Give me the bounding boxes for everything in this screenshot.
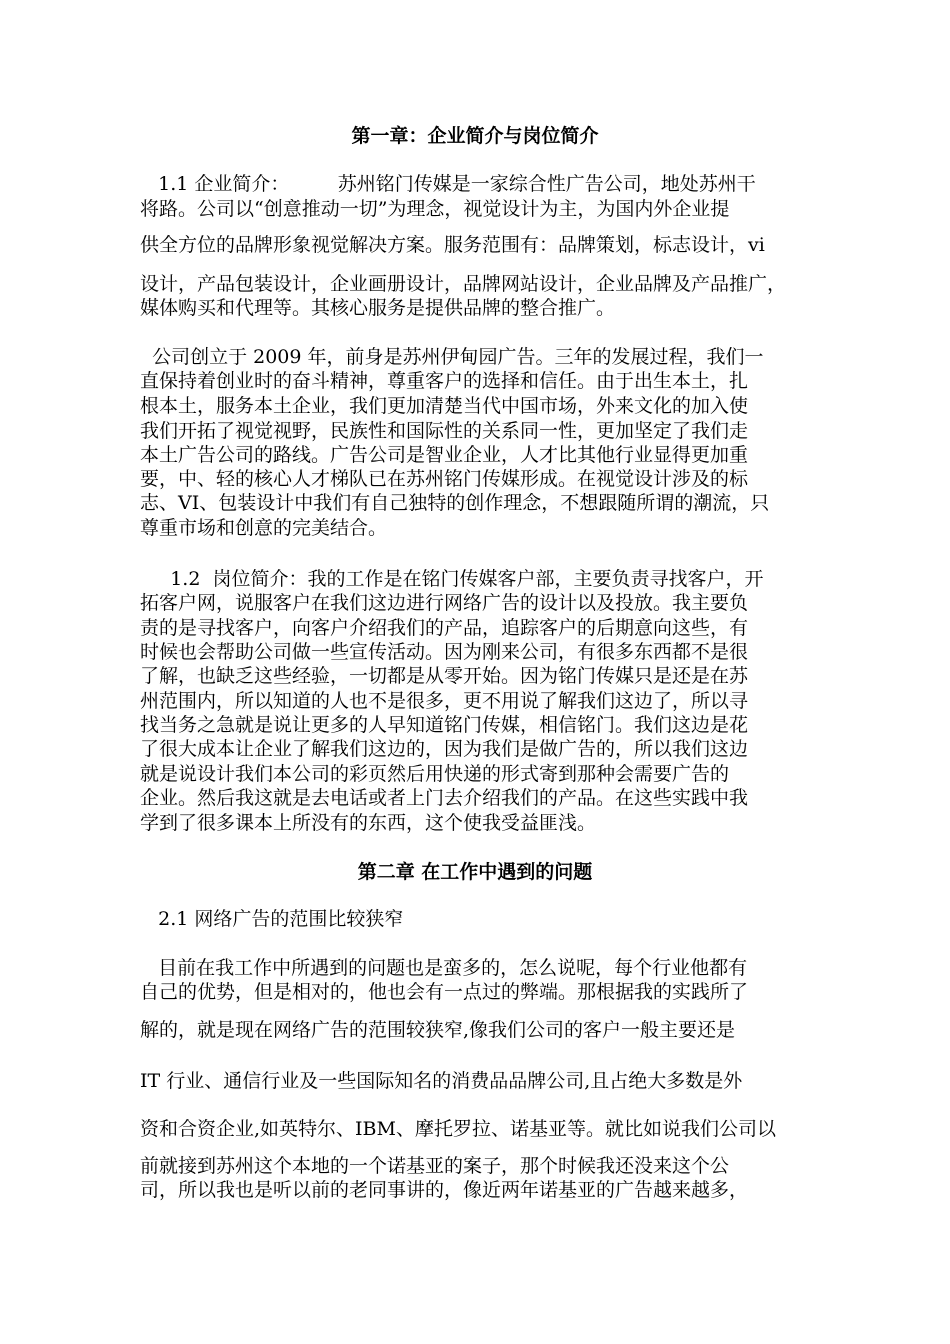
paragraph-line: 尊重市场和创意的完美结合。 (140, 517, 388, 539)
paragraph-line: 拓客户网，说服客户在我们这边进行网络广告的设计以及投放。我主要负 (140, 592, 749, 614)
paragraph-line: 直保持着创业时的奋斗精神，尊重客户的选择和信任。由于出生本土，扎 (140, 370, 749, 392)
paragraph-line: 时候也会帮助公司做一些宣传活动。因为刚来公司，有很多东西都不是很 (140, 641, 749, 663)
paragraph-line: 设计，产品包装设计，企业画册设计，品牌网站设计，企业品牌及产品推广， (140, 273, 787, 295)
paragraph-line: 根本土，服务本土企业，我们更加清楚当代中国市场，外来文化的加入使 (140, 395, 749, 417)
paragraph-line: 供全方位的品牌形象视觉解决方案。服务范围有：品牌策划，标志设计，vi (140, 234, 765, 256)
paragraph-line: 我们开拓了视觉视野，民族性和国际性的关系同一性，更加坚定了我们走 (140, 420, 749, 442)
paragraph-line: 1.2 岗位简介：我的工作是在铭门传媒客户部，主要负责寻找客户，开 (140, 568, 764, 590)
chapter-2-heading: 第二章 在工作中遇到的问题 (357, 861, 593, 883)
paragraph-line: 本土广告公司的路线。广告公司是智业企业，人才比其他行业显得更加重 (140, 444, 749, 466)
section-2-1-title: 2.1 网络广告的范围比较狭窄 (140, 908, 404, 930)
paragraph-line: 公司创立于 2009 年，前身是苏州伊甸园广告。三年的发展过程，我们一 (140, 346, 764, 368)
paragraph-line: 学到了很多课本上所没有的东西，这个使我受益匪浅。 (140, 812, 597, 834)
paragraph-line: 将路。公司以“创意推动一切”为理念，视觉设计为主，为国内外企业提 (140, 198, 730, 220)
paragraph-line: 企业。然后我这就是去电话或者上门去介绍我们的产品。在这些实践中我 (140, 787, 749, 809)
paragraph-line: 前就接到苏州这个本地的一个诺基亚的案子，那个时候我还没来这个公 (140, 1155, 730, 1177)
paragraph-line: 司，所以我也是听以前的老同事讲的，像近两年诺基亚的广告越来越多， (140, 1179, 749, 1201)
paragraph-line: 就是说设计我们本公司的彩页然后用快递的形式寄到那种会需要广告的 (140, 763, 730, 785)
paragraph-line: 媒体购买和代理等。其核心服务是提供品牌的整合推广。 (140, 297, 616, 319)
paragraph-line: 目前在我工作中所遇到的问题也是蛮多的，怎么说呢，每个行业他都有 (140, 957, 748, 979)
paragraph-line: 了很大成本让企业了解我们这边的，因为我们是做广告的，所以我们这边 (140, 738, 749, 760)
paragraph-line: 志、VI、包装设计中我们有自己独特的创作理念，不想跟随所谓的潮流，只 (140, 492, 770, 514)
paragraph-line: IT 行业、通信行业及一些国际知名的消费品品牌公司,且占绝大多数是外 (140, 1070, 743, 1092)
paragraph-line: 州范围内，所以知道的人也不是很多，更不用说了解我们这边了，所以寻 (140, 690, 749, 712)
paragraph-line: 解的，就是现在网络广告的范围较狭窄,像我们公司的客户一般主要还是 (140, 1019, 736, 1041)
paragraph-line: 资和合资企业,如英特尔、IBM、摩托罗拉、诺基亚等。就比如说我们公司以 (140, 1118, 776, 1140)
paragraph-line: 责的是寻找客户，向客户介绍我们的产品，追踪客户的后期意向这些，有 (140, 617, 749, 639)
paragraph-line: 要，中、轻的核心人才梯队已在苏州铭门传媒形成。在视觉设计涉及的标 (140, 468, 749, 490)
paragraph-line: 找当务之急就是说让更多的人早知道铭门传媒，相信铭门。我们这边是花 (140, 714, 749, 736)
paragraph-line: 自己的优势，但是相对的，他也会有一点过的弊端。那根据我的实践所了 (140, 981, 749, 1003)
paragraph-line: 1.1 企业简介： 苏州铭门传媒是一家综合性广告公司，地处苏州干 (140, 173, 756, 195)
chapter-1-heading: 第一章：企业简介与岗位简介 (351, 125, 599, 147)
paragraph-line: 了解，也缺乏这些经验，一切都是从零开始。因为铭门传媒只是还是在苏 (140, 665, 749, 687)
